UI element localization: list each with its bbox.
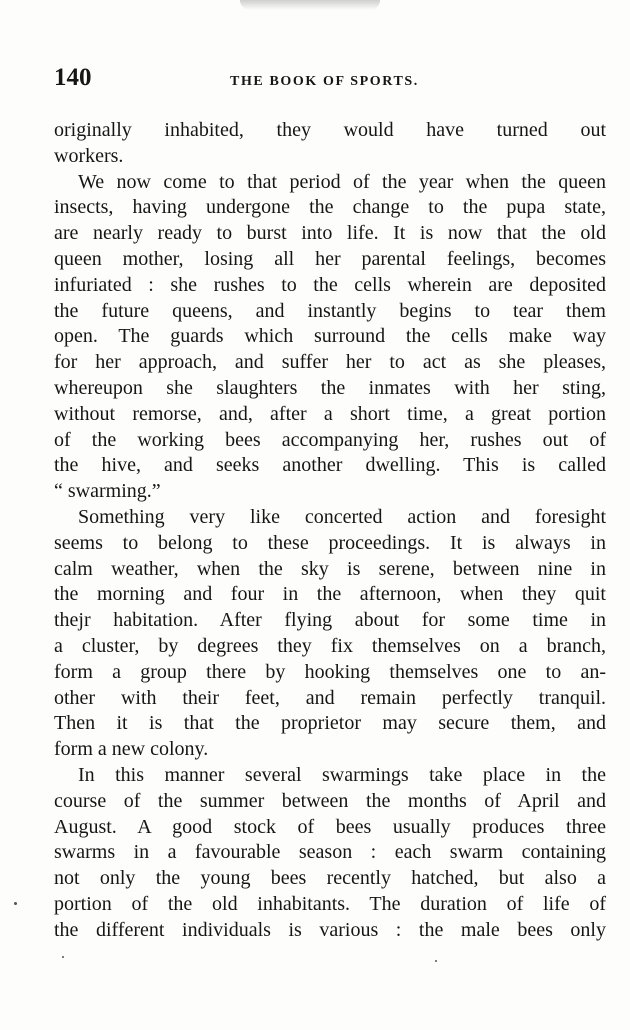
text-line: swarms in a favourable season : each swarm containing	[54, 841, 606, 864]
running-title: THE BOOK OF SPORTS.	[230, 74, 419, 89]
text-line: Something very like concerted action and foresight	[78, 505, 606, 528]
text-line: for her approach, and suffer her to act as she pleases,	[54, 351, 606, 374]
text-line: of the working bees accompanying her, rushes out of	[54, 428, 606, 451]
running-head	[54, 64, 606, 98]
text-line: are nearly ready to burst into life. It is now that the old	[54, 222, 606, 245]
text-line: the hive, and seeks another dwelling. This is called	[54, 454, 606, 477]
text-line: the different individuals is various : the male bees only	[54, 918, 606, 941]
text-line: insects, having undergone the change to the pupa state,	[54, 196, 606, 219]
text-line: Then it is that the proprietor may secure them, and	[54, 712, 606, 735]
page-number: 140	[54, 64, 92, 91]
scan-speck	[14, 902, 17, 905]
text-line: without remorse, and, after a short time, a great portion	[54, 402, 606, 425]
text-line: calm weather, when the sky is serene, between nine in	[54, 557, 606, 580]
scan-speck	[62, 956, 64, 958]
text-line: whereupon she slaughters the inmates with her sting,	[54, 376, 606, 399]
text-line: thejr habitation. After flying about for some time in	[54, 609, 606, 632]
text-line: form a new colony.	[54, 738, 209, 761]
text-line: We now come to that period of the year when the queen	[78, 170, 606, 193]
text-line: August. A good stock of bees usually produces three	[54, 815, 606, 838]
text-line: open. The guards which surround the cells make way	[54, 325, 606, 348]
text-line: infuriated : she rushes to the cells wherein are deposited	[54, 273, 606, 296]
text-line: originally inhabited, they would have turned out	[54, 119, 606, 141]
text-line: the future queens, and instantly begins to tear them	[54, 299, 606, 322]
text-line: course of the summer between the months of April and	[54, 789, 606, 812]
scan-speck	[435, 960, 437, 962]
text-line: portion of the old inhabitants. The duration of life of	[54, 892, 606, 915]
text-line: queen mother, losing all her parental feelings, becomes	[54, 247, 606, 270]
text-line: “ swarming.”	[54, 480, 161, 503]
text-line: In this manner several swarmings take place in the	[78, 763, 606, 786]
text-line: not only the young bees recently hatched, but also a	[54, 867, 606, 890]
text-line: seems to belong to these proceedings. It is always in	[54, 531, 606, 554]
text-line: workers.	[54, 144, 124, 167]
text-line: other with their feet, and remain perfectly tranquil.	[54, 686, 606, 709]
scan-smudge	[240, 0, 380, 10]
body-text	[54, 118, 606, 944]
text-line: form a group there by hooking themselves one to an-	[54, 660, 606, 683]
text-line: a cluster, by degrees they fix themselves on a branch,	[54, 634, 606, 657]
text-line: the morning and four in the afternoon, when they quit	[54, 583, 606, 606]
